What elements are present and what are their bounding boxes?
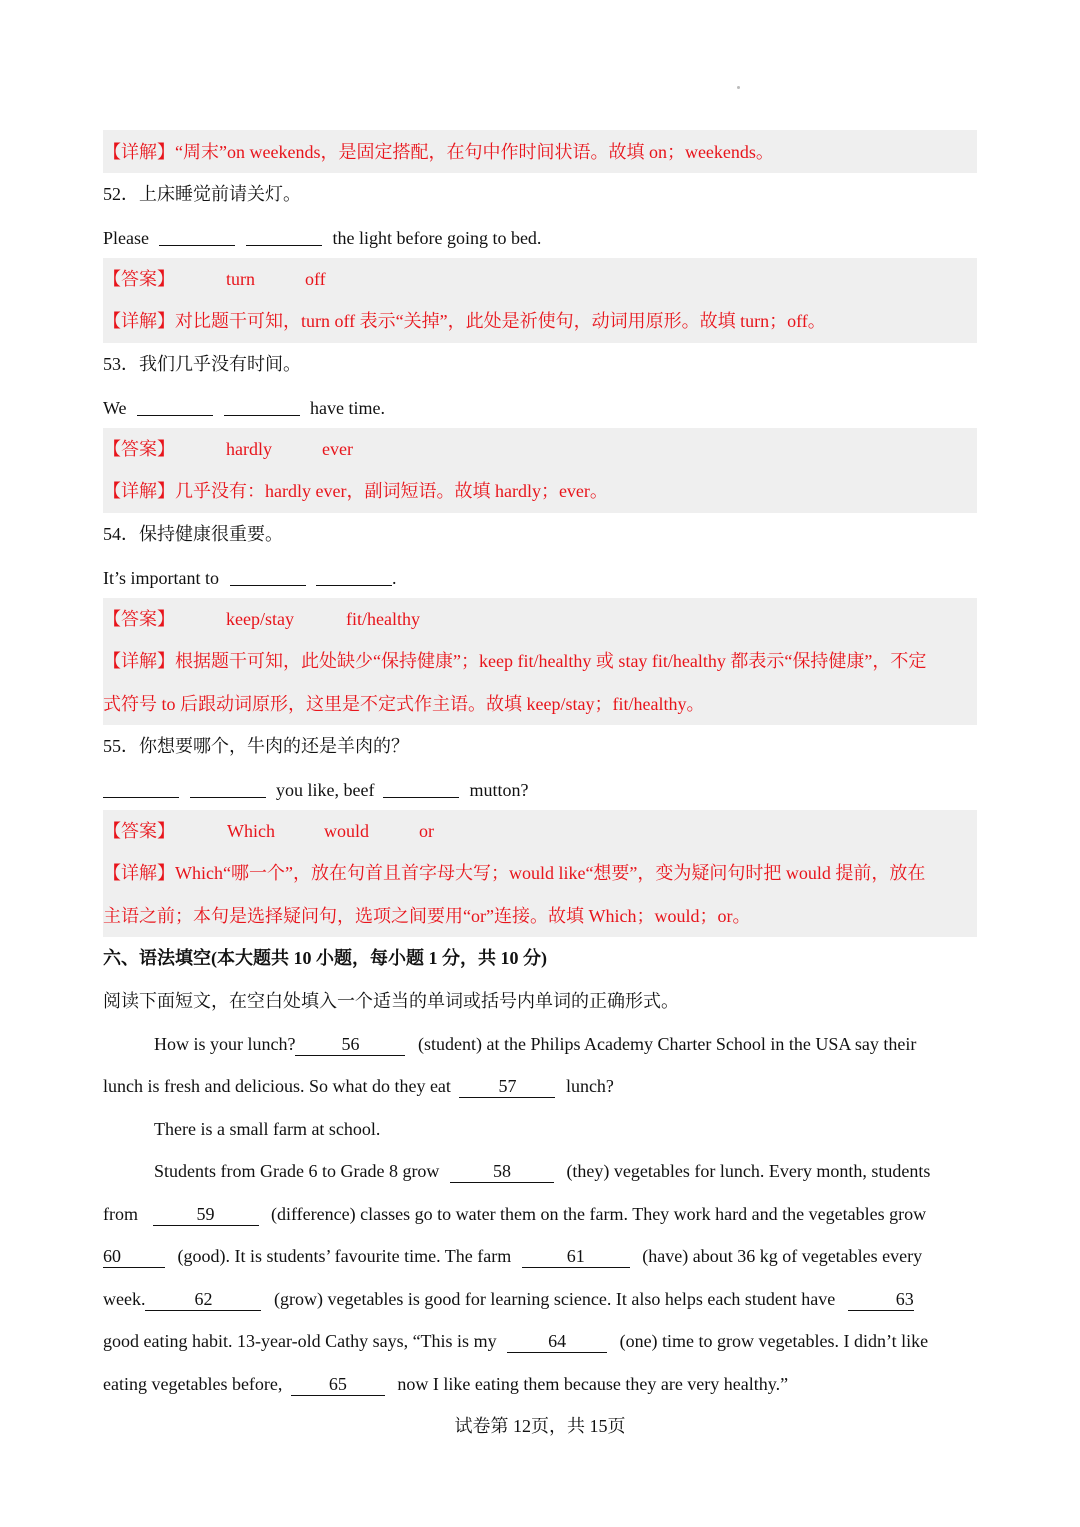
blank-64: 64 (507, 1330, 607, 1353)
answer-1: Which (227, 821, 275, 841)
q55-detail-line2: 主语之前；本句是选择疑问句，选项之间要用“or”连接。故填 Which；would；or。 (103, 906, 751, 926)
blank-65: 65 (291, 1373, 385, 1396)
speck (737, 86, 740, 89)
q53-detail: 【详解】几乎没有：hardly ever，副词短语。故填 hardly；ever。 (103, 481, 608, 501)
passage-line-8: good eating habit. 13-year-old Cathy says, “This is my 64 (one) time to grow vegetables. I didn’t like (103, 1331, 929, 1351)
blank (316, 565, 392, 586)
blank-57: 57 (459, 1075, 555, 1098)
detail-tag: 【详解】 (103, 311, 175, 331)
detail-tag: 【详解】 (103, 651, 175, 671)
page-footer: 试卷第 12页，共 15页 (454, 1416, 626, 1436)
answer-2: off (305, 269, 326, 289)
blank-61: 61 (522, 1245, 630, 1268)
answer-tag: 【答案】 (103, 269, 175, 289)
blank (159, 225, 235, 246)
q52-english: Please the light before going to bed. (103, 223, 978, 251)
q52-answer (103, 265, 978, 293)
q52-chinese: 52．上床睡觉前请关灯。 (103, 184, 301, 204)
q55-answer (103, 817, 978, 845)
q53-answer (103, 435, 978, 463)
passage-line-1: How is your lunch? 56 (student) at the Philips Academy Charter School in the USA say their (154, 1034, 917, 1054)
q55-chinese: 55．你想要哪个，牛肉的还是羊肉的？ (103, 736, 409, 756)
answer-tag: 【答案】 (103, 609, 175, 629)
blank-58: 58 (450, 1160, 554, 1183)
blank (190, 777, 266, 798)
blank (230, 565, 306, 586)
passage-line-6: 60 (good). It is students’ favourite time. The farm 61 (have) about 36 kg of vegetables every (103, 1246, 923, 1266)
q55-detail-line1: 【详解】Which“哪一个”，放在句首且首字母大写；would like“想要”，变为疑问句时把 would 提前，放在 (103, 863, 926, 883)
answer-2: would (324, 821, 369, 841)
blank-62: 62 (145, 1288, 261, 1311)
q55-english: you like, beef mutton? (103, 775, 978, 803)
q54-english: It’s important to . (103, 563, 978, 591)
q54-detail-line1: 【详解】根据题干可知，此处缺少“保持健康”；keep fit/healthy 或 stay fit/healthy 都表示“保持健康”，不定 (103, 651, 927, 671)
detail-text: “周末”on weekends，是固定搭配，在句中作时间状语。故填 on；weekends。 (175, 142, 774, 162)
answer-1: keep/stay (226, 609, 294, 629)
q53-english: We have time. (103, 393, 978, 421)
blank (103, 777, 179, 798)
blank (224, 395, 300, 416)
q54-answer (103, 605, 978, 633)
blank-60: 60 (103, 1245, 165, 1268)
blank-56: 56 (295, 1033, 405, 1056)
answer-3: or (419, 821, 434, 841)
q51-detail (103, 138, 978, 166)
passage-line-3: There is a small farm at school. (154, 1119, 381, 1139)
answer-2: ever (322, 439, 353, 459)
passage-line-7: week. 62 (grow) vegetables is good for learning science. It also helps each student have 63 (103, 1289, 914, 1309)
q54-detail-line2: 式符号 to 后跟动词原形，这里是不定式作主语。故填 keep/stay；fit/healthy。 (103, 694, 705, 714)
section6-instruction: 阅读下面短文，在空白处填入一个适当的单词或括号内单词的正确形式。 (103, 991, 679, 1011)
detail-tag: 【详解】 (103, 481, 175, 501)
blank-59: 59 (153, 1203, 259, 1226)
blank (383, 777, 459, 798)
section6-heading: 六、语法填空(本大题共 10 小题，每小题 1 分，共 10 分) (103, 948, 547, 968)
blank-63: 63 (848, 1288, 914, 1311)
q54-chinese: 54．保持健康很重要。 (103, 524, 283, 544)
answer-1: turn (226, 269, 255, 289)
passage-line-2: lunch is fresh and delicious. So what do they eat 57 lunch? (103, 1076, 614, 1096)
answer-1: hardly (226, 439, 272, 459)
detail-tag: 【详解】 (103, 142, 175, 162)
q53-chinese: 53．我们几乎没有时间。 (103, 354, 301, 374)
passage-line-9: eating vegetables before, 65 now I like eating them because they are very healthy.” (103, 1374, 789, 1394)
blank (246, 225, 322, 246)
q52-detail: 【详解】对比题干可知，turn off 表示“关掉”，此处是祈使句，动词用原形。故填 turn；off。 (103, 311, 826, 331)
answer-2: fit/healthy (346, 609, 420, 629)
detail-tag: 【详解】 (103, 863, 175, 883)
blank (137, 395, 213, 416)
passage-line-4: Students from Grade 6 to Grade 8 grow 58 (they) vegetables for lunch. Every month, students (154, 1161, 931, 1181)
passage-line-5: from 59 (difference) classes go to water them on the farm. They work hard and the vegetables grow (103, 1204, 927, 1224)
answer-tag: 【答案】 (103, 439, 175, 459)
answer-tag: 【答案】 (103, 821, 175, 841)
